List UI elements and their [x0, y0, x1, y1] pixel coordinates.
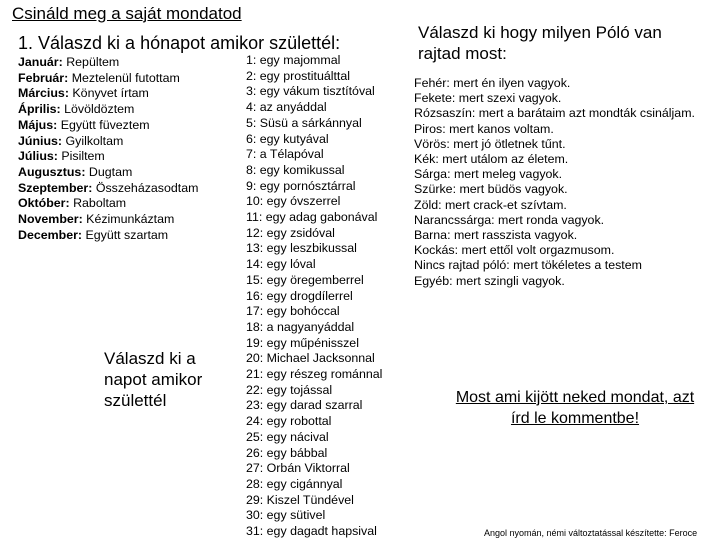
month-item [18, 102, 198, 118]
day-item: 17: egy bohóccal [246, 304, 340, 319]
month-name: Június: [18, 133, 63, 148]
day-item: 1: egy majommal [246, 53, 341, 67]
month-action: Gyilkoltam [62, 133, 124, 148]
page-title: Csináld meg a saját mondatod [12, 4, 242, 23]
color-item: Rózsaszín: mert a barátaim azt mondták csináljam. [414, 106, 695, 121]
color-item: Szürke: mert büdös vagyok. [414, 182, 568, 197]
day-item: 22: egy tojással [246, 382, 333, 397]
day-item: 31: egy dagadt hapsival [246, 524, 377, 539]
day-item: 20: Michael Jacksonnal [246, 351, 375, 366]
color-item: Kék: mert utálom az életem. [414, 152, 569, 167]
day-item: 11: egy adag gabonával [246, 210, 378, 225]
day-item: 6: egy kutyával [246, 131, 329, 146]
month-name: December: [18, 227, 83, 242]
day-item: 4: az anyáddal [246, 100, 327, 115]
credit-line: Angol nyomán, némi változtatással készítette: Feroce [484, 528, 698, 538]
day-list [246, 53, 382, 540]
day-item: 28: egy cigánnyal [246, 476, 343, 491]
color-item: Zöld: mert crack-et szívtam. [414, 197, 567, 212]
month-action: Együtt füveztem [57, 117, 150, 132]
month-item [18, 212, 198, 228]
color-item: Kockás: mert ettől volt orgazmusom. [414, 243, 615, 258]
day-item: 29: Kiszel Tündével [246, 492, 354, 507]
month-item [18, 118, 198, 134]
month-action: Meztelenül futottam [68, 70, 180, 85]
month-list [18, 55, 198, 243]
day-item: 18: a nagyanyáddal [246, 319, 355, 334]
day-item: 12: egy zsidóval [246, 225, 335, 240]
color-item: Nincs rajtad póló: mert tökéletes a testem [414, 258, 642, 273]
color-item: Narancssárga: mert ronda vagyok. [414, 212, 605, 227]
month-item [18, 196, 198, 212]
month-item [18, 165, 198, 181]
month-item [18, 228, 198, 244]
month-item [18, 134, 198, 150]
color-item: Sárga: mert meleg vagyok. [414, 167, 563, 182]
day-item: 15: egy öregemberrel [246, 272, 364, 287]
day-item: 21: egy részeg románnal [246, 367, 383, 382]
day-item: 16: egy drogdílerrel [246, 288, 353, 303]
month-name: Július: [18, 149, 58, 164]
month-action: Repültem [62, 55, 120, 69]
day-item: 8: egy komikussal [246, 162, 345, 177]
month-action: Kézimunkáztam [82, 212, 175, 227]
month-action: Összeházasodtam [92, 180, 199, 195]
day-item: 19: egy műpénisszel [246, 335, 359, 350]
day-item: 25: egy nácival [246, 429, 329, 444]
month-name: Február: [18, 70, 69, 85]
month-item [18, 149, 198, 165]
color-item: Barna: mert rasszista vagyok. [414, 228, 578, 243]
month-name: Szeptember: [18, 180, 93, 195]
month-name: Október: [18, 196, 70, 211]
month-heading: 1. Válaszd ki a hónapot amikor születtél: [18, 33, 341, 53]
day-item: 27: Orbán Viktorral [246, 461, 350, 476]
month-item [18, 55, 198, 71]
color-item: Fekete: mert szexi vagyok. [414, 91, 562, 106]
day-item: 3: egy vákum tisztítóval [246, 84, 375, 99]
day-item: 7: a Télapóval [246, 147, 324, 162]
month-item [18, 181, 198, 197]
month-item [18, 71, 198, 87]
month-name: Április: [18, 102, 61, 117]
month-item [18, 86, 198, 102]
day-item: 10: egy óvszerrel [246, 194, 341, 209]
shirt-heading: Válaszd ki hogy milyen Póló van rajtad most: [418, 23, 662, 63]
day-item: 14: egy lóval [246, 257, 316, 272]
day-item: 2: egy prostituálttal [246, 68, 351, 83]
color-list [414, 76, 695, 289]
month-name: November: [18, 212, 83, 227]
month-action: Pisiltem [57, 149, 105, 164]
day-item: 24: egy robottal [246, 414, 332, 429]
month-action: Dugtam [85, 164, 133, 179]
final-instruction: Most ami kijött neked mondat, azt írd le kommentbe! [455, 389, 695, 427]
day-item: 9: egy pornósztárral [246, 178, 356, 193]
day-heading: Válaszd ki a napot amikor születtél [104, 349, 203, 410]
color-item: Fehér: mert én ilyen vagyok. [414, 76, 571, 90]
color-item: Egyéb: mert szingli vagyok. [414, 273, 565, 288]
color-item: Piros: mert kanos voltam. [414, 121, 554, 136]
month-name: Május: [18, 117, 58, 132]
month-name: Augusztus: [18, 164, 86, 179]
month-action: Raboltam [69, 196, 127, 211]
day-item: 30: egy sütivel [246, 508, 326, 523]
day-item: 23: egy darad szarral [246, 398, 363, 413]
month-name: Március: [18, 86, 69, 101]
month-action: Lövöldöztem [60, 102, 135, 117]
month-action: Együtt szartam [82, 227, 169, 242]
day-item: 5: Süsü a sárkánnyal [246, 115, 362, 130]
month-action: Könyvet írtam [68, 86, 149, 101]
month-name: Január: [18, 55, 63, 69]
color-item: Vörös: mert jó ötletnek tűnt. [414, 136, 566, 151]
day-item: 26: egy bábbal [246, 445, 328, 460]
day-item: 13: egy leszbikussal [246, 241, 357, 256]
